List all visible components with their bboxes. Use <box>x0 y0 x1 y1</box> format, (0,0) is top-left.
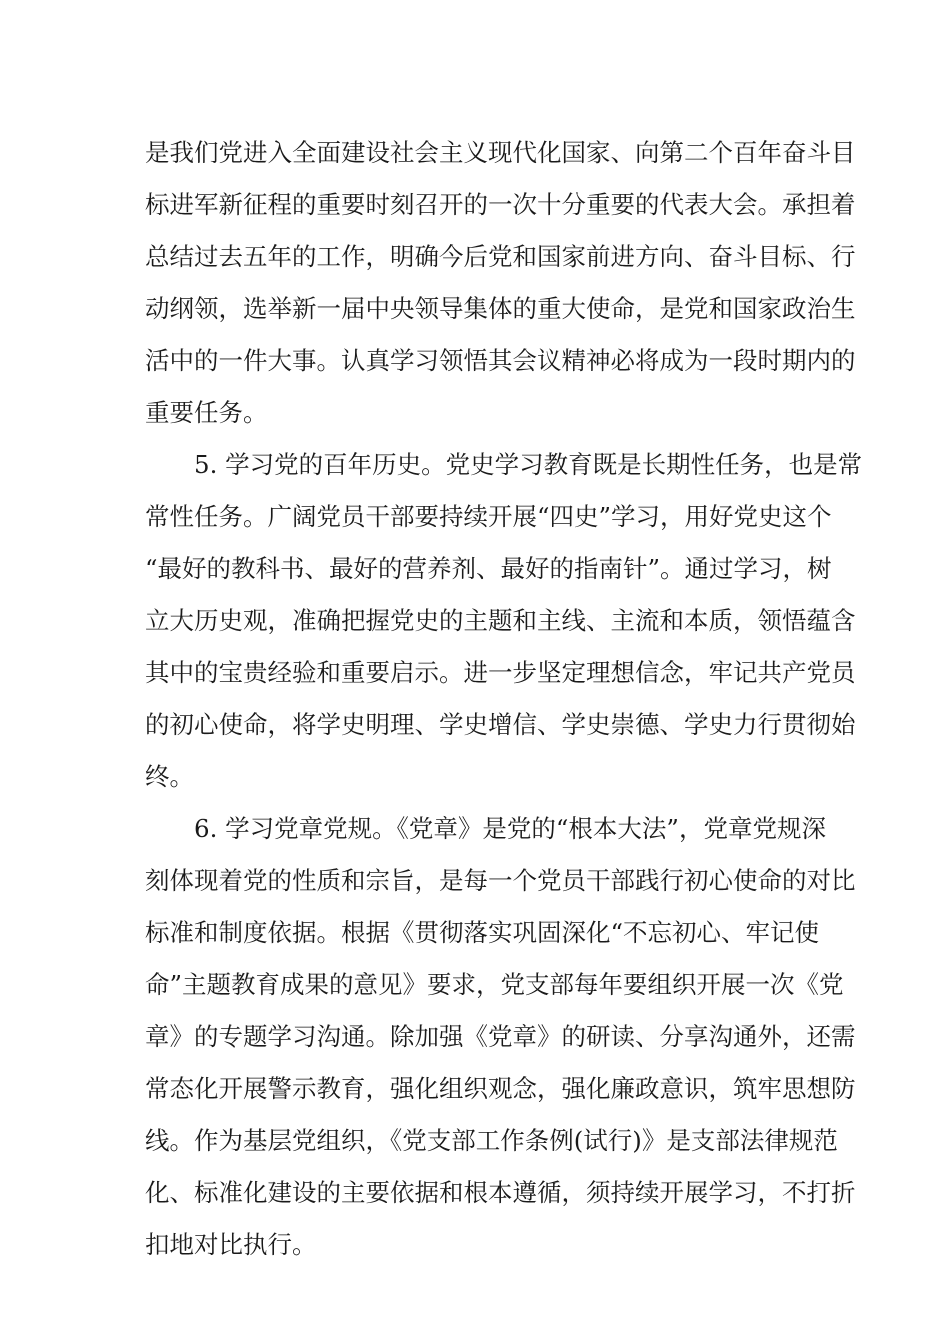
text-line: 线。作为基层党组织，《党支部工作条例(试行)》是支部法律规范 <box>145 1126 838 1155</box>
text-line: 标准和制度依据。根据《贯彻落实巩固深化“不忘初心、牢记使 <box>145 918 820 947</box>
text-line: 常性任务。广阔党员干部要持续开展“四史”学习，用好党史这个 <box>145 502 832 531</box>
text-line: 6. 学习党章党规。《党章》是党的“根本大法”，党章党规深 <box>194 814 826 843</box>
text-line: 标进军新征程的重要时刻召开的一次十分重要的代表大会。承担着 <box>145 190 856 219</box>
text-line: 动纲领，选举新一届中央领导集体的重大使命，是党和国家政治生 <box>145 294 856 323</box>
text-line: 刻体现着党的性质和宗旨，是每一个党员干部践行初心使命的对比 <box>145 866 856 895</box>
text-line: 其中的宝贵经验和重要启示。进一步坚定理想信念，牢记共产党员 <box>145 658 856 687</box>
text-line: 化、标准化建设的主要依据和根本遵循，须持续开展学习，不打折 <box>145 1178 856 1207</box>
text-line: 是我们党进入全面建设社会主义现代化国家、向第二个百年奋斗目 <box>145 138 856 167</box>
text-line: 的初心使命，将学史明理、学史增信、学史崇德、学史力行贯彻始 <box>145 710 856 739</box>
text-line: 总结过去五年的工作，明确今后党和国家前进方向、奋斗目标、行 <box>145 242 856 271</box>
text-line: 扣地对比执行。 <box>145 1230 317 1259</box>
text-line: “最好的教科书、最好的营养剂、最好的指南针”。通过学习，树 <box>145 554 832 583</box>
text-line: 终。 <box>145 762 194 791</box>
text-line: 重要任务。 <box>145 398 268 427</box>
text-line: 立大历史观，准确把握党史的主题和主线、主流和本质，领悟蕴含 <box>145 606 856 635</box>
text-line: 命”主题教育成果的意见》要求，党支部每年要组织开展一次《党 <box>145 970 844 999</box>
text-line: 活中的一件大事。认真学习领悟其会议精神必将成为一段时期内的 <box>145 346 856 375</box>
text-line: 5. 学习党的百年历史。党史学习教育既是长期性任务，也是常 <box>194 450 863 479</box>
text-line: 章》的专题学习沟通。除加强《党章》的研读、分享沟通外，还需 <box>145 1022 856 1051</box>
text-line: 常态化开展警示教育，强化组织观念，强化廉政意识，筑牢思想防 <box>145 1074 856 1103</box>
